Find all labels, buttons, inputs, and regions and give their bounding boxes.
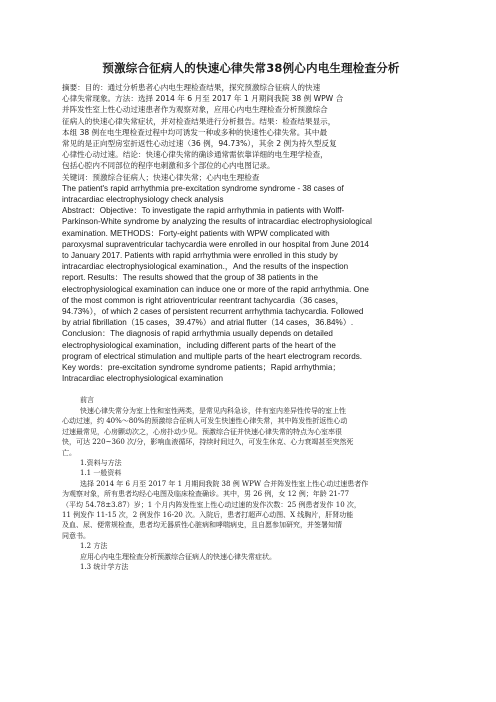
body-line: 快速心律失常分为室上性和室性两类，是常见内科急诊，伴有室内差异性传导的室上性: [80, 406, 346, 415]
abstract-line: 94.73%），of which 2 cases of persistent recurrent arrhythmia tachycardia. Followed: [62, 307, 364, 317]
body-line: 及血、尿、便常规检查，患者均无器质性心脏病和哮喘病史，且自愿参加研究，并签署知情: [62, 521, 342, 530]
abstract-line: Parkinson-White syndrome by analyzing the results of intracardiac electrophysiological: [62, 217, 372, 227]
abstract-line: electrophysiological examination，including different parts of the heart of the: [62, 340, 336, 350]
body-line: 应用心内电生理检查分析预激综合征病人的快速心律失常症状。: [80, 552, 276, 561]
abstract-line: 包括心腔内不同部位的程序电刺激和多个部位的心内电图记录。: [62, 161, 275, 171]
abstract-line: 征病人的快速心律失常症状，并对检查结果进行分析报告。结果：检查结果显示，: [62, 116, 336, 126]
body-section: [62, 395, 440, 572]
abstract-line: 常见的是正向型房室折返性心动过速（36 例，94.73%），其余 2 例为持久型反复: [62, 139, 337, 149]
abstract-line: 心律性心动过速。结论：快速心律失常的确诊通常需依靠详细的电生理学检查，: [62, 150, 328, 160]
abstract-line: intracardiac electrophysiology check analysis: [62, 195, 224, 205]
abstract-line: Conclusion：The diagnosis of rapid arrhythmia usually depends on detailed: [62, 329, 333, 339]
body-line: 前言: [80, 396, 94, 405]
abstract-line: The patient's rapid arrhythmia pre-excitation syndrome syndrome - 38 cases of: [62, 183, 344, 193]
abstract-english: [62, 183, 440, 385]
body-line: 心动过速，约 40%～80%的预激综合征病人可发生快速性心律失常，其中阵发性折返性心动: [62, 417, 348, 426]
abstract-line: examination. METHODS：Forty-eight patients with WPW complicated with: [62, 228, 330, 238]
abstract-line: 本组 38 例在电生理检查过程中均可诱发一种或多种的快速性心律失常。其中最: [62, 127, 328, 137]
body-line: 同意书。: [62, 531, 90, 540]
body-line: 11 例发作 11-15 次，2 例发作 16-20 次。入院后，患者打超声心动图、X 线胸片，肝肾功能: [62, 510, 354, 519]
paper-title: 预激综合征病人的快速心律失常38例心内电生理检查分析: [102, 61, 400, 75]
abstract-line: intracardiac electrophysiological examination.，And the results of the inspection: [62, 262, 349, 272]
body-line: 亡。: [62, 448, 76, 457]
body-line: （平均 54.78±3.87）岁；1 个月内阵发性室上性心动过速的发作次数：25 例患者发作 10 次，: [62, 500, 361, 509]
body-line: 快，可达 220~360 次/分，影响血液循环，持续时间过久，可发生休克、心力衰竭甚至突然死: [62, 438, 354, 447]
abstract-section: [62, 82, 440, 384]
body-line: 1.1 一般资料: [80, 469, 122, 478]
abstract-line: electrophysiological examination can induce one or more of the rapid arrhythmia. One: [62, 284, 369, 294]
body-line: 1.3 统计学方法: [80, 562, 129, 571]
body-line: 选择 2014 年 6 月至 2017 年 1 月期间我院 38 例 WPW 合并阵发性室上性心动过速患者作: [80, 479, 369, 488]
abstract-line: program of electrical stimulation and multiple parts of the heart electrogram records.: [62, 351, 363, 361]
abstract-line: of the most common is right atrioventricular reentrant tachycardia（36 cases，: [62, 295, 344, 305]
abstract-chinese: [62, 82, 440, 183]
abstract-line: 摘要：目的：通过分析患者心内电生理检查结果，探究预激综合征病人的快速: [62, 83, 321, 92]
body-line: 为观察对象，所有患者均经心电图及临床检查确诊。其中，男 26 例，女 12 例；年龄 21-77: [62, 490, 350, 499]
body-line: 1.资料与方法: [80, 458, 122, 467]
abstract-line: 并阵发性室上性心动过速患者作为观察对象，应用心内电生理检查分析预激综合: [62, 105, 328, 115]
body-line: 过速最常见，心房颤动次之，心房扑动少见。预激综合征并快速心律失常的特点为心室率很: [62, 427, 342, 436]
abstract-line: paroxysmal supraventricular tachycardia were enrolled in our hospital from June 2014: [62, 239, 369, 249]
abstract-line: Key words：pre-excitation syndrome syndrome patients；Rapid arrhythmia；: [62, 363, 341, 373]
abstract-line: Abstract：Objective：To investigate the rapid arrhythmia in patients with Wolff-: [62, 206, 345, 216]
abstract-line: by atrial fibrillation（15 cases，39.47%）and atrial flutter（14 cases，36.84%）.: [62, 318, 354, 328]
abstract-line: 关键词：预激综合征病人；快速心律失常；心内电生理检查: [62, 172, 260, 182]
abstract-line: to January 2017. Patients with rapid arrhythmia were enrolled in this study by: [62, 251, 338, 261]
abstract-line: Intracardiac electrophysiological examination: [62, 374, 224, 384]
abstract-line: 心律失常现象。方法：选择 2014 年 6 月至 2017 年 1 月期间我院 38 例 WPW 合: [62, 94, 344, 104]
abstract-line: report. Results：The results showed that the group of 38 patients in the: [62, 273, 318, 283]
body-line: 1.2 方法: [80, 542, 108, 551]
